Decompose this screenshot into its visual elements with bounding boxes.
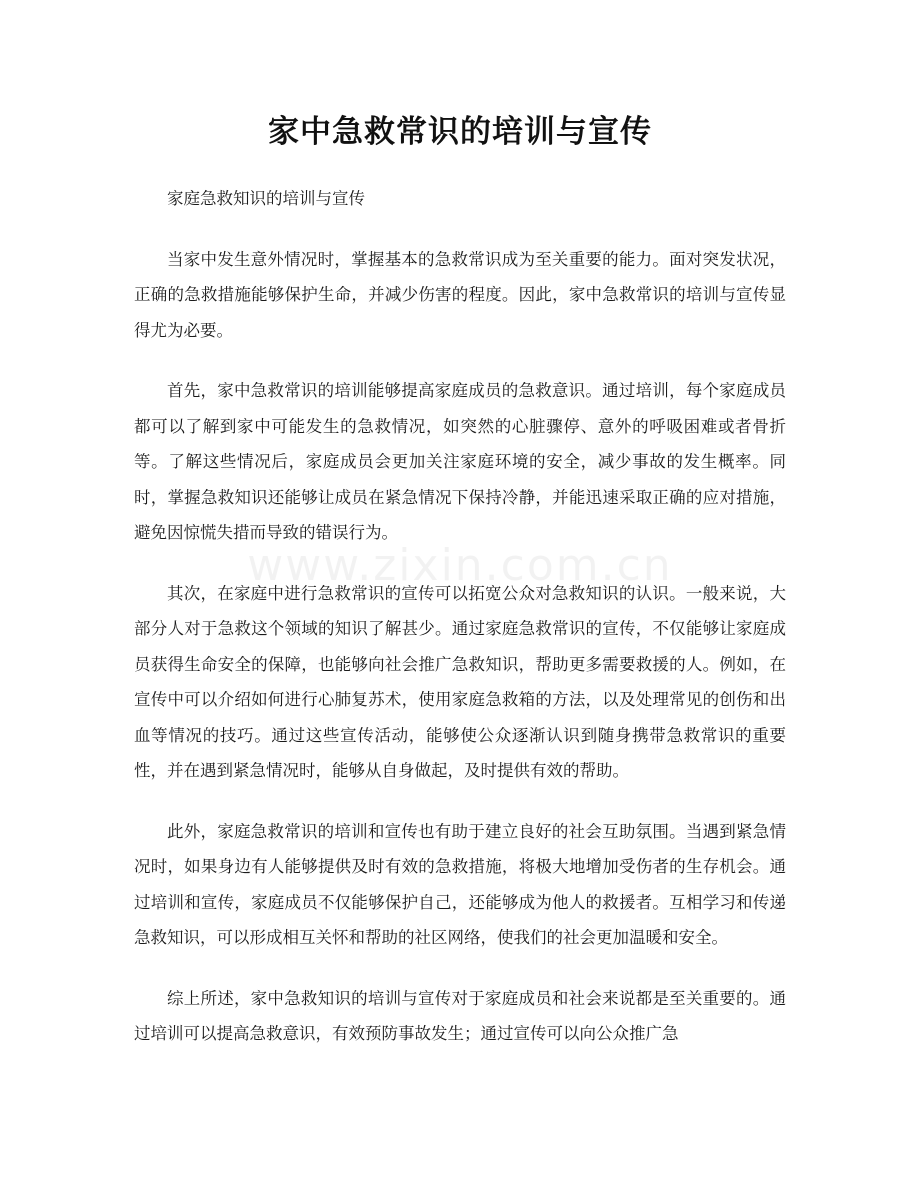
- paragraph-third: 此外，家庭急救常识的培训和宣传也有助于建立良好的社会互助氛围。当遇到紧急情况时，如果身边有人能够提供及时有效的急救措施，将极大地增加受伤者的生存机会。通过培训和宣传，家庭成员不仅能够保护自己，还能够成为他人的救援者。互相学习和传递急救知识，可以形成相互关怀和帮助的社区网络，使我们的社会更加温暖和安全。: [134, 821, 786, 947]
- document-body: [134, 181, 786, 1077]
- paragraph-intro: 当家中发生意外情况时，掌握基本的急救常识成为至关重要的能力。面对突发状况，正确的急救措施能够保护生命，并减少伤害的程度。因此，家中急救常识的培训与宣传显得尤为必要。: [134, 249, 786, 340]
- watermark: www.zixin.com.cn: [247, 540, 673, 591]
- document-title: 家中急救常识的培训与宣传: [268, 114, 652, 150]
- paragraph-second: 其次，在家庭中进行急救常识的宣传可以拓宽公众对急救知识的认识。一般来说，大部分人对于急救这个领域的知识了解甚少。通过家庭急救常识的宣传，不仅能够让家庭成员获得生命安全的保障，也能够向社会推广急救知识，帮助更多需要救援的人。例如，在宣传中可以介绍如何进行心肺复苏术，使用家庭急救箱的方法，以及处理常见的创伤和出血等情况的技巧。通过这些宣传活动，能够使公众逐渐认识到随身携带急救常识的重要性，并在遇到紧急情况时，能够从自身做起，及时提供有效的帮助。: [134, 583, 786, 780]
- document-subtitle: 家庭急救知识的培训与宣传: [167, 189, 365, 208]
- paragraph-conclusion: 综上所述，家中急救知识的培训与宣传对于家庭成员和社会来说都是至关重要的。通过培训可以提高急救意识，有效预防事故发生；通过宣传可以向公众推广急: [134, 988, 786, 1043]
- paragraph-first: 首先，家中急救常识的培训能够提高家庭成员的急救意识。通过培训，每个家庭成员都可以了解到家中可能发生的急救情况，如突然的心脏骤停、意外的呼吸困难或者骨折等。了解这些情况后，家庭成员会更加关注家庭环境的安全，减少事故的发生概率。同时，掌握急救知识还能够让成员在紧急情况下保持冷静，并能迅速采取正确的应对措施，避免因惊慌失措而导致的错误行为。: [134, 381, 786, 542]
